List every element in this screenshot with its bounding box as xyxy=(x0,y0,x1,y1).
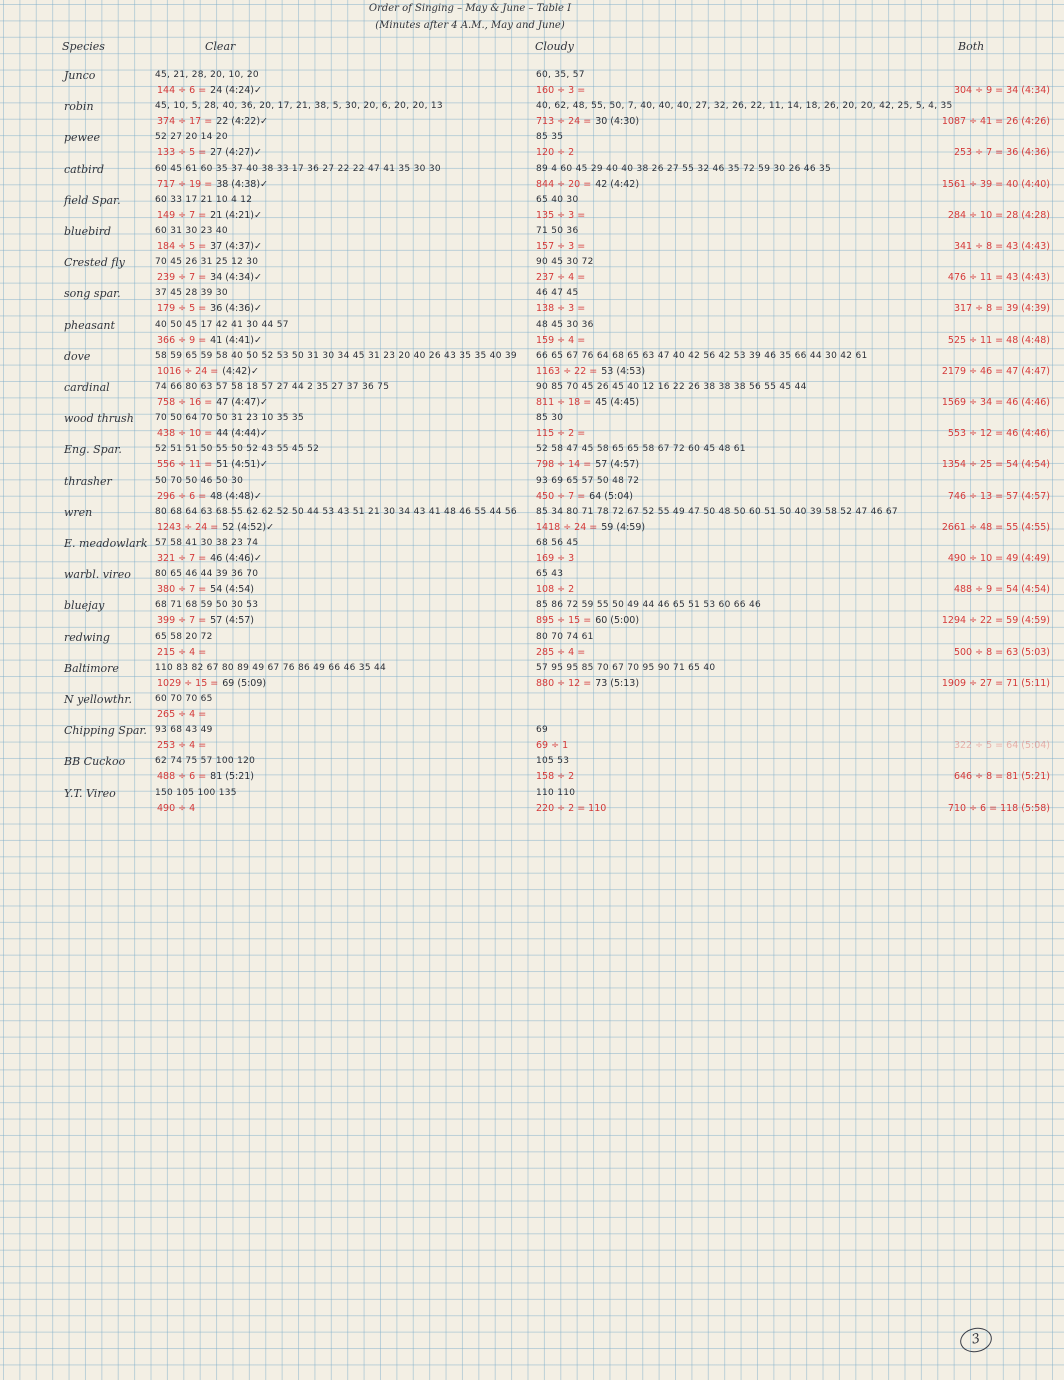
both-calc-result: 36 (4:36) xyxy=(1003,147,1050,159)
clear-calc-result: 21 (4:21)✓ xyxy=(210,209,262,221)
both-calc-result: 43 (4:43) xyxy=(1003,272,1050,284)
clear-calc-result: 57 (4:57) xyxy=(210,615,255,627)
clear-calc-expr: 253 ÷ 4 = xyxy=(157,740,207,752)
clear-calc-result: 52 (4:52)✓ xyxy=(222,521,275,533)
clear-calc xyxy=(157,459,268,470)
page-number: 3 xyxy=(958,1325,994,1355)
clear-values: 60 45 61 60 35 37 40 38 33 17 36 27 22 22 47 41 35 30 30 xyxy=(155,163,441,174)
cloudy-calc xyxy=(536,241,589,252)
clear-calc-result: 69 (5:09) xyxy=(222,677,267,689)
clear-calc-expr: 296 ÷ 6 = xyxy=(157,490,207,502)
both-average xyxy=(954,147,1050,158)
cloudy-calc-result: 73 (5:13) xyxy=(595,677,640,689)
cloudy-calc xyxy=(536,366,645,377)
clear-calc-expr: 149 ÷ 7 = xyxy=(157,209,207,221)
both-calc-expr: 284 ÷ 10 = xyxy=(947,209,1004,221)
both-average xyxy=(954,740,1050,751)
clear-calc-result: 37 (4:37)✓ xyxy=(210,241,262,252)
both-calc-result: 47 (4:47) xyxy=(1003,365,1050,377)
cloudy-calc-expr: 237 ÷ 4 = xyxy=(536,272,586,284)
cloudy-calc-expr: 157 ÷ 3 = xyxy=(536,241,586,252)
clear-values: 37 45 28 39 30 xyxy=(155,288,228,299)
clear-calc-expr: 144 ÷ 6 = xyxy=(157,85,207,96)
cloudy-values: 65 43 xyxy=(536,569,564,580)
species-name: pheasant xyxy=(64,318,115,332)
cloudy-calc-expr: 895 ÷ 15 = xyxy=(536,615,592,627)
header-species: Species xyxy=(62,40,105,53)
cloudy-values: 85 30 xyxy=(536,413,564,424)
cloudy-calc xyxy=(536,740,572,751)
clear-calc-result: 54 (4:54) xyxy=(210,584,255,596)
clear-calc-expr: 374 ÷ 17 = xyxy=(157,116,213,128)
both-average xyxy=(954,647,1050,658)
clear-values: 110 83 82 67 80 89 49 67 76 86 49 66 46 35 44 xyxy=(155,662,387,673)
clear-calc-result: 51 (4:51)✓ xyxy=(216,459,269,471)
cloudy-calc-result: 45 (4:45) xyxy=(595,397,640,408)
cloudy-calc xyxy=(536,335,589,346)
both-average xyxy=(954,584,1050,595)
both-average xyxy=(948,272,1050,283)
clear-calc-expr: 758 ÷ 16 = xyxy=(157,397,213,408)
cloudy-calc xyxy=(536,397,639,408)
cloudy-values: 52 58 47 45 58 65 65 58 67 72 60 45 48 61 xyxy=(536,444,746,455)
clear-calc xyxy=(157,147,262,158)
both-calc-result: 71 (5:11) xyxy=(1003,677,1050,689)
cloudy-calc-expr: 115 ÷ 2 = xyxy=(536,428,586,440)
cloudy-values: 71 50 36 xyxy=(536,226,579,236)
cloudy-values: 93 69 65 57 50 48 72 xyxy=(536,475,640,486)
cloudy-calc-result: 42 (4:42) xyxy=(595,178,640,190)
clear-values: 60 70 70 65 xyxy=(155,694,213,704)
both-average xyxy=(942,366,1050,377)
cloudy-values: 89 4 60 45 29 40 40 38 26 27 55 32 46 35 72 59 30 26 46 35 xyxy=(536,163,832,174)
clear-calc-expr: 380 ÷ 7 = xyxy=(157,584,207,596)
cloudy-calc xyxy=(536,179,639,190)
clear-calc xyxy=(157,303,262,314)
both-average xyxy=(942,459,1050,470)
cloudy-calc-expr: 160 ÷ 3 = xyxy=(536,85,586,96)
both-calc-result: 48 (4:48) xyxy=(1003,334,1050,346)
clear-calc-expr: 215 ÷ 4 = xyxy=(157,646,207,658)
both-calc-result: 46 (4:46) xyxy=(1003,428,1050,440)
clear-values: 58 59 65 59 58 40 50 52 53 50 31 30 34 45 31 23 20 40 26 43 35 35 40 39 xyxy=(155,350,517,361)
both-calc-expr: 322 ÷ 5 = xyxy=(953,740,1004,752)
both-average xyxy=(954,241,1050,252)
both-calc-result: 55 (4:55) xyxy=(1003,521,1050,533)
both-average xyxy=(948,335,1050,346)
clear-values: 45, 10, 5, 28, 40, 36, 20, 17, 21, 38, 5, 30, 20, 6, 20, 20, 13 xyxy=(155,101,443,112)
species-name: Crested fly xyxy=(64,256,125,270)
cloudy-calc-expr: 220 ÷ 2 = 110 xyxy=(536,802,607,814)
both-average xyxy=(942,116,1050,127)
clear-calc-result: 36 (4:36)✓ xyxy=(210,303,262,315)
both-calc-expr: 746 ÷ 13 = xyxy=(947,490,1004,502)
species-name: pewee xyxy=(64,131,100,145)
clear-calc xyxy=(157,397,268,408)
species-name: field Spar. xyxy=(64,193,121,207)
clear-calc xyxy=(157,210,262,221)
both-calc-expr: 476 ÷ 11 = xyxy=(947,272,1004,284)
cloudy-calc xyxy=(536,459,639,470)
clear-calc xyxy=(157,678,266,689)
cloudy-calc xyxy=(536,147,578,158)
clear-calc xyxy=(157,584,254,595)
cloudy-calc-result: 30 (4:30) xyxy=(595,116,640,128)
cloudy-calc xyxy=(536,491,633,502)
both-calc-expr: 646 ÷ 8 = xyxy=(953,771,1004,783)
both-calc-expr: 2179 ÷ 46 = xyxy=(941,365,1004,377)
clear-calc-expr: 1243 ÷ 24 = xyxy=(157,521,219,533)
both-calc-result: 63 (5:03) xyxy=(1003,646,1050,658)
clear-values: 70 45 26 31 25 12 30 xyxy=(155,257,259,268)
clear-calc-result: 44 (4:44)✓ xyxy=(216,428,269,440)
both-calc-expr: 525 ÷ 11 = xyxy=(947,334,1004,346)
clear-calc xyxy=(157,335,262,346)
cloudy-values: 46 47 45 xyxy=(536,288,579,299)
clear-values: 65 58 20 72 xyxy=(155,631,213,642)
clear-calc-expr: 1029 ÷ 15 = xyxy=(157,677,219,689)
species-name: bluebird xyxy=(64,225,112,238)
both-calc-result: 40 (4:40) xyxy=(1003,178,1050,190)
cloudy-values: 90 45 30 72 xyxy=(536,257,594,268)
cloudy-calc-result: 60 (5:00) xyxy=(595,615,640,627)
clear-calc-expr: 366 ÷ 9 = xyxy=(157,334,207,346)
clear-values: 60 33 17 21 10 4 12 xyxy=(155,194,253,205)
clear-calc xyxy=(157,615,254,626)
clear-calc xyxy=(157,428,268,439)
cloudy-calc xyxy=(536,584,578,595)
clear-calc xyxy=(157,553,262,564)
cloudy-calc-expr: 450 ÷ 7 = xyxy=(536,490,586,502)
cloudy-calc-result: 64 (5:04) xyxy=(589,490,634,502)
both-average xyxy=(942,179,1050,190)
cloudy-calc xyxy=(536,771,578,782)
clear-calc-expr: 556 ÷ 11 = xyxy=(157,459,213,471)
cloudy-calc xyxy=(536,553,578,564)
clear-calc-result: 22 (4:22)✓ xyxy=(216,116,269,128)
cloudy-calc-expr: 138 ÷ 3 = xyxy=(536,303,586,315)
both-calc-expr: 488 ÷ 9 = xyxy=(953,584,1004,596)
cloudy-calc-expr: 285 ÷ 4 = xyxy=(536,646,586,658)
cloudy-values: 69 xyxy=(536,725,549,736)
both-calc-result: 28 (4:28) xyxy=(1003,209,1050,221)
both-average xyxy=(948,553,1050,564)
clear-calc xyxy=(157,709,210,720)
both-calc-result: 54 (4:54) xyxy=(1003,459,1050,471)
both-average xyxy=(948,491,1050,502)
both-average xyxy=(942,522,1050,533)
cloudy-calc-expr: 798 ÷ 14 = xyxy=(536,459,592,471)
clear-calc-expr: 399 ÷ 7 = xyxy=(157,615,207,627)
cloudy-calc xyxy=(536,85,589,96)
both-calc-expr: 1561 ÷ 39 = xyxy=(941,178,1004,190)
cloudy-calc xyxy=(536,210,589,221)
cloudy-values: 85 86 72 59 55 50 49 44 46 65 51 53 60 66 46 xyxy=(536,600,762,611)
clear-calc-result: 24 (4:24)✓ xyxy=(210,85,262,96)
both-calc-expr: 1354 ÷ 25 = xyxy=(941,459,1004,471)
both-calc-expr: 1909 ÷ 27 = xyxy=(941,677,1004,689)
species-name: bluejay xyxy=(64,599,105,613)
cloudy-calc-expr: 713 ÷ 24 = xyxy=(536,116,592,128)
clear-calc xyxy=(157,522,274,533)
species-name: thrasher xyxy=(64,474,112,488)
species-name: wood thrush xyxy=(64,412,134,426)
clear-calc xyxy=(157,491,262,502)
both-calc-result: 43 (4:43) xyxy=(1003,241,1050,252)
header-clear: Clear xyxy=(205,40,236,53)
both-calc-result: 54 (4:54) xyxy=(1003,584,1050,596)
both-calc-result: 39 (4:39) xyxy=(1003,303,1050,315)
header-both: Both xyxy=(958,40,985,53)
clear-calc-result: 48 (4:48)✓ xyxy=(210,490,262,502)
both-calc-result: 59 (4:59) xyxy=(1003,615,1050,627)
clear-calc xyxy=(157,647,210,658)
both-calc-expr: 710 ÷ 6 = xyxy=(947,802,998,814)
both-calc-result: 118 (5:58) xyxy=(997,802,1050,814)
both-calc-expr: 500 ÷ 8 = xyxy=(953,646,1004,658)
clear-calc-result: 41 (4:41)✓ xyxy=(210,334,262,346)
clear-calc-result: 81 (5:21) xyxy=(210,771,255,783)
cloudy-values: 68 56 45 xyxy=(536,538,579,548)
species-name: redwing xyxy=(64,630,110,644)
clear-calc-expr: 1016 ÷ 24 = xyxy=(157,365,219,377)
both-calc-expr: 1087 ÷ 41 = xyxy=(941,116,1004,128)
both-calc-result: 34 (4:34) xyxy=(1003,85,1050,96)
both-calc-result: 64 (5:04) xyxy=(1003,740,1050,752)
cloudy-calc xyxy=(536,116,639,127)
both-calc-expr: 2661 ÷ 48 = xyxy=(941,521,1004,533)
cloudy-calc-result: 59 (4:59) xyxy=(601,521,646,533)
header-cloudy: Cloudy xyxy=(535,40,574,53)
clear-values: 52 27 20 14 20 xyxy=(155,132,228,143)
species-name: Y.T. Vireo xyxy=(64,786,116,800)
clear-values: 50 70 50 46 50 30 xyxy=(155,475,244,486)
clear-values: 70 50 64 70 50 31 23 10 35 35 xyxy=(155,413,304,424)
both-calc-expr: 253 ÷ 7 = xyxy=(953,147,1004,159)
clear-calc xyxy=(157,803,199,814)
clear-calc-expr: 184 ÷ 5 = xyxy=(157,241,207,252)
cloudy-values: 85 34 80 71 78 72 67 52 55 49 47 50 48 50 60 51 50 40 39 58 52 47 46 67 xyxy=(536,506,898,517)
clear-calc-result: (4:42)✓ xyxy=(222,365,259,377)
clear-calc-result: 38 (4:38)✓ xyxy=(216,178,269,190)
cloudy-values: 85 35 xyxy=(536,132,564,143)
species-name: dove xyxy=(64,349,91,363)
cloudy-calc-expr: 880 ÷ 12 = xyxy=(536,677,592,689)
both-average xyxy=(954,303,1050,314)
clear-calc-expr: 321 ÷ 7 = xyxy=(157,553,207,564)
cloudy-calc-expr: 811 ÷ 18 = xyxy=(536,397,592,408)
species-name: robin xyxy=(64,100,94,114)
cloudy-values: 80 70 74 61 xyxy=(536,631,594,642)
clear-calc-result: 47 (4:47)✓ xyxy=(216,397,269,408)
both-calc-result: 57 (4:57) xyxy=(1003,490,1050,502)
clear-values: 68 71 68 59 50 30 53 xyxy=(155,600,259,611)
clear-calc-expr: 488 ÷ 6 = xyxy=(157,771,207,783)
both-average xyxy=(948,428,1050,439)
cloudy-calc-result: 53 (4:53) xyxy=(601,365,646,377)
both-average xyxy=(942,678,1050,689)
both-average xyxy=(954,85,1050,96)
both-calc-expr: 317 ÷ 8 = xyxy=(953,303,1004,315)
cloudy-values: 90 85 70 45 26 45 40 12 16 22 26 38 38 38 56 55 45 44 xyxy=(536,382,807,392)
cloudy-calc-result: 57 (4:57) xyxy=(595,459,640,471)
cloudy-calc xyxy=(536,647,589,658)
clear-calc-expr: 133 ÷ 5 = xyxy=(157,147,207,159)
clear-values: 62 74 75 57 100 120 xyxy=(155,756,256,767)
clear-calc xyxy=(157,241,262,252)
cloudy-calc-expr: 169 ÷ 3 xyxy=(536,553,575,564)
species-name: BB Cuckoo xyxy=(64,755,126,769)
clear-calc xyxy=(157,179,268,190)
clear-calc xyxy=(157,116,268,127)
species-name: N yellowthr. xyxy=(64,693,132,706)
both-calc-result: 49 (4:49) xyxy=(1003,553,1050,564)
both-calc-expr: 341 ÷ 8 = xyxy=(953,241,1004,252)
cloudy-values: 48 45 30 36 xyxy=(536,319,594,330)
species-name: wren xyxy=(64,505,93,519)
cloudy-calc-expr: 844 ÷ 20 = xyxy=(536,178,592,190)
clear-values: 93 68 43 49 xyxy=(155,725,213,736)
cloudy-calc-expr: 1163 ÷ 22 = xyxy=(536,365,598,377)
both-calc-expr: 553 ÷ 12 = xyxy=(947,428,1004,440)
clear-calc-expr: 717 ÷ 19 = xyxy=(157,178,213,190)
cloudy-calc xyxy=(536,678,639,689)
clear-calc-result: 46 (4:46)✓ xyxy=(210,553,262,564)
cloudy-values: 66 65 67 76 64 68 65 63 47 40 42 56 42 53 39 46 35 66 44 30 42 61 xyxy=(536,350,868,361)
both-average xyxy=(948,210,1050,221)
title-line-1: Order of Singing – May & June – Table I xyxy=(368,3,572,14)
species-name: song spar. xyxy=(64,287,121,301)
clear-calc-expr: 265 ÷ 4 = xyxy=(157,709,207,720)
species-name: Junco xyxy=(64,69,96,82)
cloudy-values: 110 110 xyxy=(536,787,576,798)
clear-calc-expr: 438 ÷ 10 = xyxy=(157,428,213,440)
clear-calc xyxy=(157,85,262,96)
clear-values: 52 51 51 50 55 50 52 43 55 45 52 xyxy=(155,444,320,455)
cloudy-calc-expr: 135 ÷ 3 = xyxy=(536,209,586,221)
clear-calc-expr: 490 ÷ 4 xyxy=(157,802,196,814)
both-average xyxy=(954,771,1050,782)
cloudy-calc-expr: 69 ÷ 1 xyxy=(536,740,569,752)
cloudy-calc xyxy=(536,428,589,439)
species-name: cardinal xyxy=(64,381,110,394)
page-title xyxy=(340,0,600,34)
species-name: Baltimore xyxy=(64,661,119,675)
cloudy-calc-expr: 159 ÷ 4 = xyxy=(536,334,586,346)
clear-calc-expr: 179 ÷ 5 = xyxy=(157,303,207,315)
title-line-2: (Minutes after 4 A.M., May and June) xyxy=(375,20,565,31)
species-name: Chipping Spar. xyxy=(64,724,147,738)
cloudy-calc xyxy=(536,803,610,814)
species-name: warbl. vireo xyxy=(64,568,131,582)
clear-values: 74 66 80 63 57 58 18 57 27 44 2 35 27 37 36 75 xyxy=(155,382,390,392)
both-calc-expr: 304 ÷ 9 = xyxy=(953,85,1004,96)
both-calc-expr: 1569 ÷ 34 = xyxy=(941,397,1004,408)
both-calc-result: 81 (5:21) xyxy=(1003,771,1050,783)
cloudy-calc xyxy=(536,272,589,283)
cloudy-calc xyxy=(536,303,589,314)
species-name: catbird xyxy=(64,162,104,176)
both-average xyxy=(942,615,1050,626)
cloudy-values: 57 95 95 85 70 67 70 95 90 71 65 40 xyxy=(536,662,716,673)
species-name: Eng. Spar. xyxy=(64,443,122,457)
cloudy-calc-expr: 1418 ÷ 24 = xyxy=(536,521,598,533)
clear-calc xyxy=(157,740,210,751)
cloudy-calc xyxy=(536,709,540,720)
cloudy-values: 105 53 xyxy=(536,756,570,767)
cloudy-calc xyxy=(536,522,645,533)
clear-values: 150 105 100 135 xyxy=(155,787,237,798)
cloudy-values: 40, 62, 48, 55, 50, 7, 40, 40, 40, 27, 32, 26, 22, 11, 14, 18, 26, 20, 20, 42, 25, 5, 4, 35 xyxy=(536,101,953,112)
clear-values: 45, 21, 28, 20, 10, 20 xyxy=(155,70,259,80)
species-name: E. meadowlark xyxy=(64,537,148,550)
clear-values: 57 58 41 30 38 23 74 xyxy=(155,538,259,548)
cloudy-values: 60, 35, 57 xyxy=(536,70,585,80)
clear-values: 80 65 46 44 39 36 70 xyxy=(155,569,259,580)
clear-calc-expr: 239 ÷ 7 = xyxy=(157,272,207,284)
both-calc-result: 26 (4:26) xyxy=(1003,116,1050,128)
clear-calc xyxy=(157,272,262,283)
both-calc-result: 46 (4:46) xyxy=(1003,397,1050,408)
both-calc-expr: 1294 ÷ 22 = xyxy=(941,615,1004,627)
clear-values: 60 31 30 23 40 xyxy=(155,226,228,236)
clear-calc-result: 27 (4:27)✓ xyxy=(210,147,262,159)
clear-calc xyxy=(157,366,259,377)
both-calc-expr: 490 ÷ 10 = xyxy=(947,553,1004,564)
cloudy-calc-expr: 158 ÷ 2 xyxy=(536,771,575,783)
cloudy-calc-expr: 120 ÷ 2 xyxy=(536,147,575,159)
cloudy-values: 65 40 30 xyxy=(536,194,579,205)
clear-calc-result: 34 (4:34)✓ xyxy=(210,272,262,284)
both-average xyxy=(948,803,1050,814)
clear-calc xyxy=(157,771,254,782)
cloudy-calc xyxy=(536,615,639,626)
both-average xyxy=(942,397,1050,408)
clear-values: 40 50 45 17 42 41 30 44 57 xyxy=(155,319,289,330)
cloudy-calc-expr: 108 ÷ 2 xyxy=(536,584,575,596)
clear-values: 80 68 64 63 68 55 62 62 52 50 44 53 43 51 21 30 34 43 41 48 46 55 44 56 xyxy=(155,506,517,517)
